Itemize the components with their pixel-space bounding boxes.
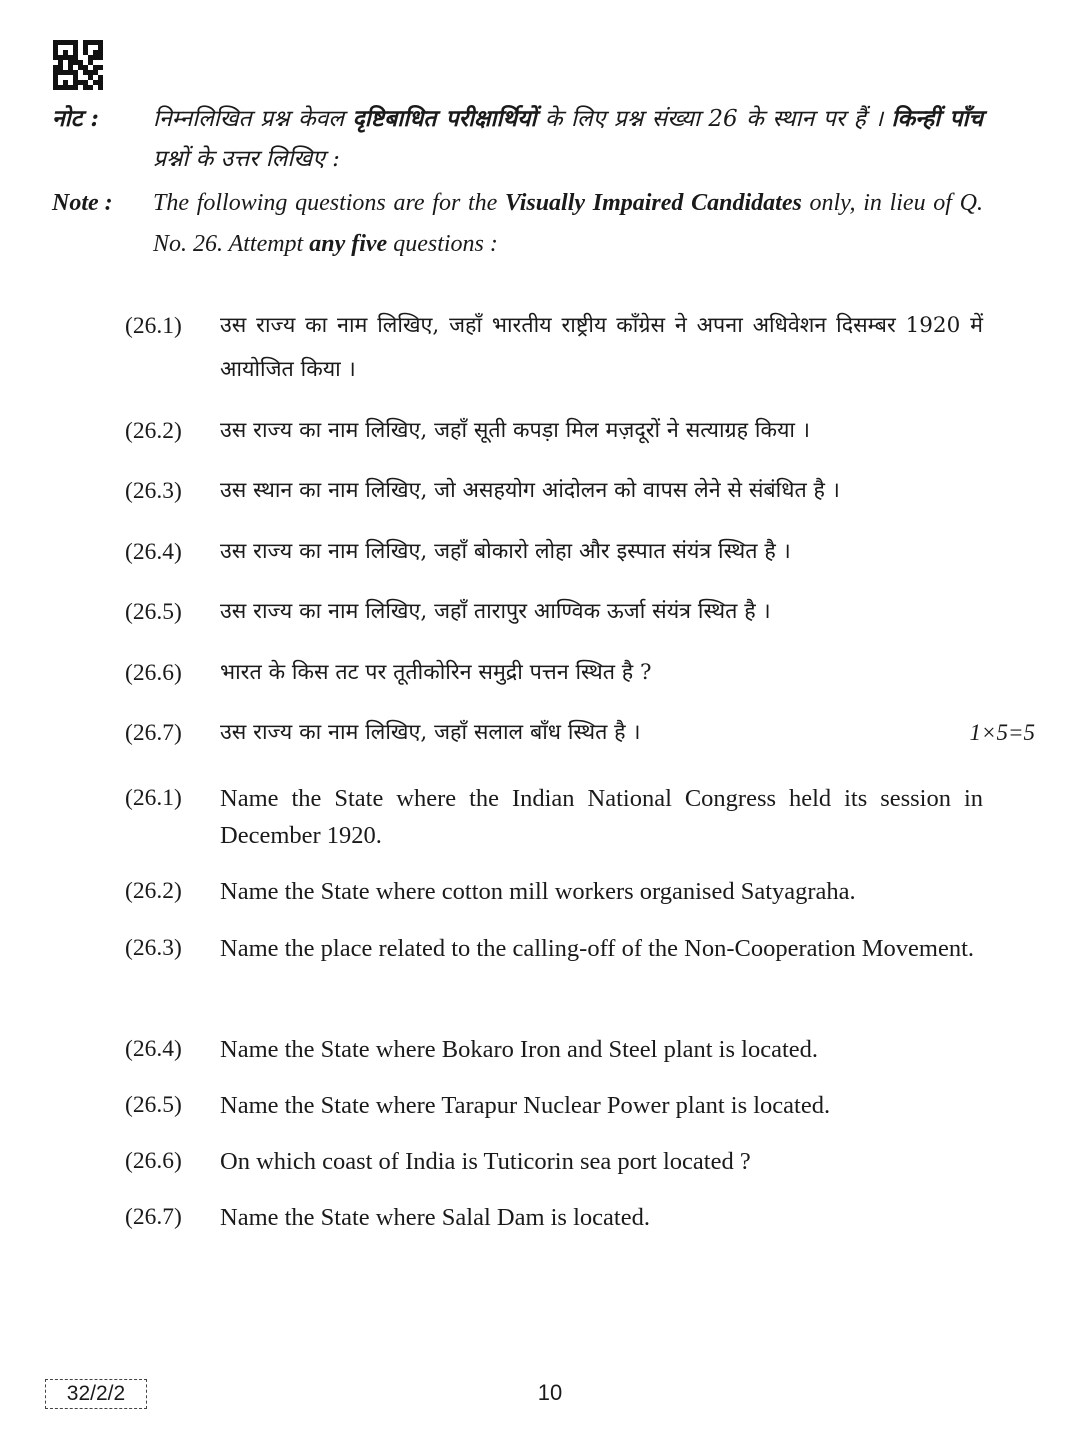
question-number: (26.6) [125,1148,182,1174]
question-text: उस राज्य का नाम लिखिए, जहाँ सलाल बाँध स्थित है । [220,720,641,745]
question-number: (26.3) [125,935,182,961]
english-note-label: Note : [52,190,113,216]
qr-code-icon [53,40,103,90]
hindi-note-label: नोट : [52,105,99,132]
marks-allocation: 1×5=5 [969,720,1035,745]
hindi-note [52,99,983,181]
question-number: (26.1) [125,313,182,339]
question-number: (26.2) [125,418,182,444]
question-text: Name the State where Bokaro Iron and Steel plant is located. [220,1036,819,1063]
question-number: (26.4) [125,1036,182,1062]
question-number: (26.5) [125,1092,182,1118]
question-text: Name the State where Tarapur Nuclear Power plant is located. [220,1092,831,1119]
question-text: On which coast of India is Tuticorin sea port located ? [220,1148,751,1175]
question-number: (26.7) [125,720,182,746]
hindi-note-text: निम्नलिखित प्रश्न केवल दृष्टिबाधित परीक्षार्थियों के लिए प्रश्न संख्या 26 के स्थान पर हैं । किन्हीं पाँच प्रश्नों के उत्तर लिखिए : [153,105,984,172]
question-text: Name the State where Salal Dam is located. [220,1204,650,1231]
question-text: उस राज्य का नाम लिखिए, जहाँ भारतीय राष्ट्रीय काँग्रेस ने अपना अधिवेशन दिसम्बर 1920 में आयोजित किया । [220,313,983,382]
english-note [52,183,983,267]
page-number: 10 [537,1380,563,1405]
question-text: उस राज्य का नाम लिखिए, जहाँ बोकारो लोहा और इस्पात संयंत्र स्थित है । [220,539,791,564]
question-number: (26.2) [125,878,182,904]
question-number: (26.1) [125,785,182,811]
question-text: Name the State where cotton mill workers organised Satyagraha. [220,878,856,905]
question-text: उस राज्य का नाम लिखिए, जहाँ सूती कपड़ा मिल मज़दूरों ने सत्याग्रह किया । [220,418,810,443]
english-note-text: The following questions are for the Visually Impaired Candidates only, in lieu of Q. No. 26. Attempt any five questions : [153,190,983,257]
paper-code: 32/2/2 [45,1379,147,1409]
question-number: (26.3) [125,478,182,504]
question-text: भारत के किस तट पर तूतीकोरिन समुद्री पत्तन स्थित है ? [220,660,652,685]
question-text: उस राज्य का नाम लिखिए, जहाँ तारापुर आण्विक ऊर्जा संयंत्र स्थित है । [220,599,771,624]
question-number: (26.4) [125,539,182,565]
question-number: (26.5) [125,599,182,625]
question-text: Name the place related to the calling-off of the Non-Cooperation Movement. [220,935,975,962]
question-number: (26.7) [125,1204,182,1230]
question-text: उस स्थान का नाम लिखिए, जो असहयोग आंदोलन को वापस लेने से संबंधित है । [220,478,840,503]
question-number: (26.6) [125,660,182,686]
question-text: Name the State where the Indian National Congress held its session in December 1920. [220,785,983,849]
